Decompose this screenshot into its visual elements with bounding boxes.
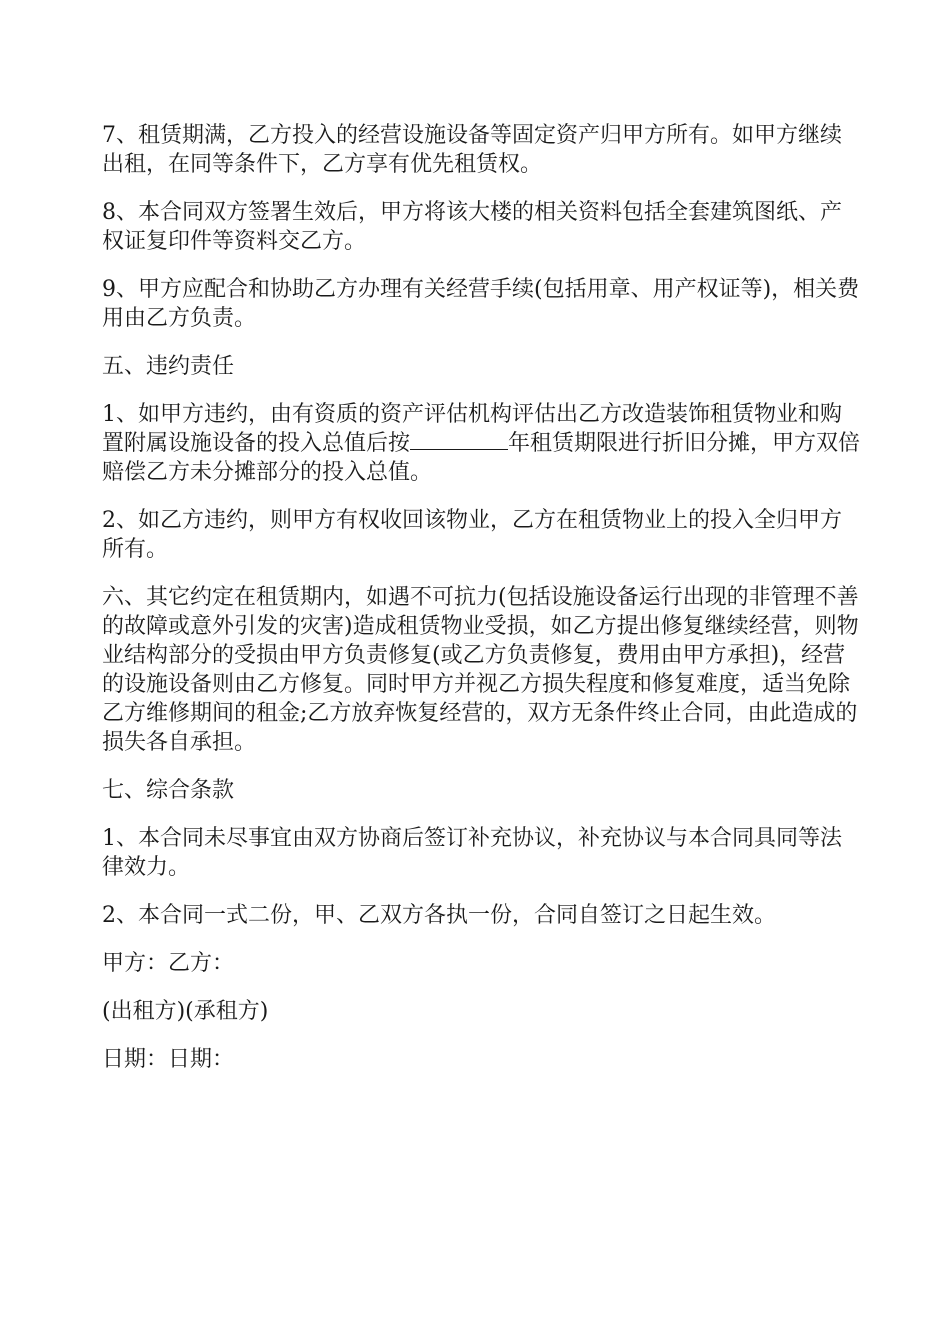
section-7-heading: 七、综合条款	[102, 778, 235, 803]
breach-clause-2: 2、如乙方违约，则甲方有权收回该物业，乙方在租赁物业上的投入全归甲方所有。	[102, 508, 842, 562]
section-5-heading: 五、违约责任	[102, 354, 235, 379]
section-6: 六、其它约定在租赁期内，如遇不可抗力(包括设施设备运行出现的非管理不善的故障或意外引发的灾害)造成租赁物业受损，如乙方提出修复继续经营，则物业结构部分的受损由甲方负责修复(或乙方负责修复，费用由甲方承担)，经营的设施设备则由乙方修复。同时甲方并视乙方损失程度和修复难度，适当免除乙方维修期间的租金;乙方放弃恢复经营的，双方无条件终止合同，由此造成的损失各自承担。	[102, 585, 859, 755]
fill-in-blank-years	[410, 429, 508, 450]
breach-clause-1-part2: 年租赁期限进行折旧分摊，甲方双倍赔偿乙方未分摊部分的投入总值。	[102, 431, 861, 485]
breach-clause-1-part1: 1、如甲方违约，由有资质的资产评估机构评估出乙方改造装饰租赁物业和购置附属设施设备的投入总值后按	[102, 402, 842, 456]
contract-page	[102, 121, 862, 1093]
date-line: 日期：日期：	[102, 1047, 235, 1072]
clause-9: 9、甲方应配合和协助乙方办理有关经营手续(包括用章、用产权证等)，相关费用由乙方负责。	[102, 277, 860, 331]
general-clause-1: 1、本合同未尽事宜由双方协商后签订补充协议，补充协议与本合同具同等法律效力。	[102, 826, 842, 880]
parties-line: 甲方：乙方：	[102, 951, 235, 976]
clause-8: 8、本合同双方签署生效后，甲方将该大楼的相关资料包括全套建筑图纸、产权证复印件等资料交乙方。	[102, 200, 842, 254]
clause-7: 7、租赁期满，乙方投入的经营设施设备等固定资产归甲方所有。如甲方继续出租，在同等条件下，乙方享有优先租赁权。	[102, 123, 842, 177]
general-clause-2: 2、本合同一式二份，甲、乙双方各执一份，合同自签订之日起生效。	[102, 903, 776, 928]
breach-clause-1	[102, 400, 862, 487]
roles-line: (出租方)(承租方)	[102, 999, 269, 1024]
